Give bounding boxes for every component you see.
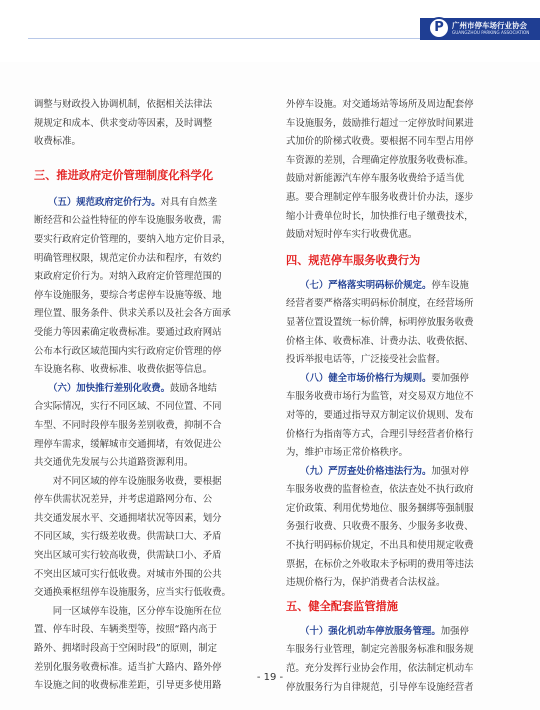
paragraph-market-rules: （八）健全市场价格行为规则。要加强停 车服务收费市场行为监管，对交易双方地位不 对等的，要通过指导双方制定议价规则、发布 价格行为指南等方式，合理引导经营者价格行 为，维护市场正常价格秩序。: [286, 372, 474, 459]
paragraph-price-tagging: （七）严格落实明码标价规定。停车设施 经营者要严格落实明码标价制度，在经营场所 显著位置设置统一标价牌，标明停放服务收费 价格主体、收费标准、计费办法、收费依据、 投诉举报电话等，广泛接受社会监督。: [286, 279, 474, 366]
paragraph-cost-adjustment: 调整与财政投入协调机制，依据相关法律法 规规定和成本、供求变动等因素，及时调整 收费标准。: [34, 99, 213, 148]
subheading-5: （五）规范政府定价行为。: [52, 196, 161, 208]
paragraph-price-violations: （九）严厉查处价格违法行为。加强对停 车服务收费的监督检查，依法查处不执行政府 定价政策、利用优势地位、服务捆绑等强制服 务强行收费、只收费不服务、少服务多收费、 不执行明码标价规定，不出具和使用规定收费 票据，在标价之外收取未予标明的费用等违法 违规价格行为，保护消费者合法权益。: [286, 465, 474, 589]
page-number: - 19 -: [256, 672, 284, 683]
paragraph-parking-management: （十）强化机动车停放服务管理。加强停 车服务行业管理，制定完善服务标准和服务规 范。充分发挥行业协会作用，依法制定机动车 停放服务行为自律规范，引导停车设施经营者: [286, 625, 474, 693]
parking-logo-icon: P: [428, 17, 450, 39]
paragraph-same-area-pricing: 同一区域停车设施，区分停车设施所在位 置、停车时段、车辆类型等，按照“路内高于 路外、拥堵时段高于空闲时段”的原则，制定 差别化服务收费标准。适当扩大路内、路外停 车设施之间的收费标准差距，引导更多使用路: [34, 605, 222, 692]
section-heading-3: 三、推进政府定价管理制度化科学化: [34, 168, 214, 182]
section-heading-4: 四、规范停车服务收费行为: [286, 253, 421, 267]
paragraph-differential-pricing: （六）加快推行差别化收费。鼓励各地结 合实际情况，实行不同区域、不同位置、不同 车型、不同时段停车服务差别收费，抑制不合 理停车需求，缓解城市交通拥堵，有效促进公 共交通优先发展与公共道路资源利用。: [34, 382, 222, 469]
association-name: 广州市停车场行业协会: [452, 21, 527, 30]
subheading-6: （六）加快推行差别化收费。: [52, 382, 170, 394]
header-rule: [28, 38, 420, 39]
association-name-en: GUANGZHOU PARKING ASSOCIATION: [452, 30, 530, 35]
subheading-7: （七）严格落实明码标价规定。: [304, 279, 432, 291]
subheading-8: （八）健全市场价格行为规则。: [304, 372, 432, 384]
paragraph-offstreet-parking: 外停车设施。对交通场站等场所及周边配套停 车设施服务，鼓励推行超过一定停放时间累进 式加价的阶梯式收费。要根据不同车型占用停 车资源的差别，合理确定停放服务收费标准。 鼓励对新能源汽车停车服务收费给予适当优 惠。要合理制定停车服务收费计价办法，逐步 缩小计费单位时长，加快推行电子缴费技术， 鼓励对短时停车实行收费优惠。: [286, 99, 474, 241]
left-column: [34, 96, 264, 696]
paragraph-regulate-pricing: （五）规范政府定价行为。对具有自然垄 断经营和公益性特征的停车设施服务收费，需 要实行政府定价管理的，要纳入地方定价目录， 明确管理权限，规范定价办法和程序，有效约 束政府定价行为。对纳入政府定价管理范围的 停车设施服务，要综合考虑停车设施等级、地 理位置、服务条件、供求关系以及社会各方面承 受能力等因素确定收费标准。要通过政府网站 公布本行政区域范围内实行政府定价管理的停 车设施名称、收费标准、收费依据等信息。: [34, 196, 231, 376]
paragraph-regional-pricing: 对不同区域的停车设施服务收费，要根据 停车供需状况差异，并考虑道路网分布、公 共交通发展水平、交通拥堵状况等因素，划分 不同区域，实行级差收费。供需缺口大、矛盾 突出区域可实行较高收费，供需缺口小、矛盾 不突出区域可实行低收费。对城市外围的公共 交通换乘枢纽停车设施服务，应当实行低收费。: [34, 475, 231, 599]
subheading-9: （九）严厉查处价格违法行为。: [304, 465, 432, 477]
section-heading-5: 五、健全配套监管措施: [286, 599, 398, 613]
page-header: [0, 0, 540, 62]
right-column: [286, 96, 516, 697]
subheading-10: （十）强化机动车停放服务管理。: [304, 625, 441, 637]
